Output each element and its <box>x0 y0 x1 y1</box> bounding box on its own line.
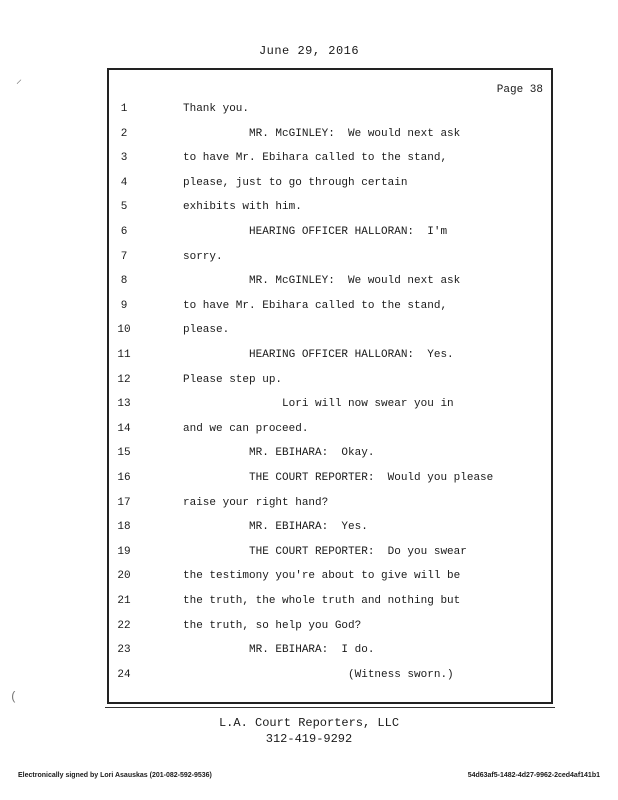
scan-mark-icon: ( <box>10 690 18 704</box>
electronic-signature: Electronically signed by Lori Asauskas (201-082-592-9536) <box>18 772 212 779</box>
line-number: 6 <box>120 226 128 238</box>
line-text: and we can proceed. <box>183 423 309 435</box>
line-number: 22 <box>117 620 131 632</box>
line-number: 7 <box>120 251 128 263</box>
line-number: 23 <box>117 644 131 656</box>
line-text: THE COURT REPORTER: Would you please <box>183 472 494 484</box>
line-number: 12 <box>117 374 131 386</box>
line-text: the truth, so help you God? <box>183 620 362 632</box>
line-text: please. <box>183 324 230 336</box>
court-reporter-company: L.A. Court Reporters, LLC <box>218 716 400 730</box>
line-text: MR. EBIHARA: Yes. <box>183 521 368 533</box>
line-text: (Witness sworn.) <box>183 669 454 681</box>
line-text: the truth, the whole truth and nothing but <box>183 595 461 607</box>
line-text: HEARING OFFICER HALLORAN: Yes. <box>183 349 454 361</box>
line-text: exhibits with him. <box>183 201 302 213</box>
court-reporter-phone: 312-419-9292 <box>265 732 353 746</box>
line-number: 13 <box>117 398 131 410</box>
line-number: 10 <box>117 324 131 336</box>
line-number: 5 <box>120 201 128 213</box>
line-number: 15 <box>117 447 131 459</box>
line-text: MR. EBIHARA: Okay. <box>183 447 375 459</box>
line-text: HEARING OFFICER HALLORAN: I'm <box>183 226 448 238</box>
line-text: the testimony you're about to give will be <box>183 570 461 582</box>
line-text: raise your right hand? <box>183 497 329 509</box>
line-text: to have Mr. Ebihara called to the stand, <box>183 152 448 164</box>
transcript-date: June 29, 2016 <box>258 44 360 58</box>
frame-divider <box>105 707 555 708</box>
line-text: Thank you. <box>183 103 250 115</box>
line-number: 4 <box>120 177 128 189</box>
line-number: 20 <box>117 570 131 582</box>
line-text: THE COURT REPORTER: Do you swear <box>183 546 467 558</box>
line-number: 3 <box>120 152 128 164</box>
line-text: MR. McGINLEY: We would next ask <box>183 275 461 287</box>
line-text: to have Mr. Ebihara called to the stand, <box>183 300 448 312</box>
line-number: 11 <box>117 349 131 361</box>
line-number: 21 <box>117 595 131 607</box>
line-number: 19 <box>117 546 131 558</box>
line-number: 16 <box>117 472 131 484</box>
line-text: please, just to go through certain <box>183 177 408 189</box>
line-number: 17 <box>117 497 131 509</box>
document-id: 54d63af5-1482-4d27-9962-2ced4af141b1 <box>467 772 600 779</box>
line-number: 8 <box>120 275 128 287</box>
line-number: 24 <box>117 669 131 681</box>
scan-mark-icon: ⸝ <box>16 73 23 87</box>
line-text: Please step up. <box>183 374 283 386</box>
line-text: MR. EBIHARA: I do. <box>183 644 375 656</box>
line-number: 18 <box>117 521 131 533</box>
line-number: 2 <box>120 128 128 140</box>
line-text: sorry. <box>183 251 223 263</box>
line-text: MR. McGINLEY: We would next ask <box>183 128 461 140</box>
page-number: Page 38 <box>496 84 543 96</box>
line-number: 9 <box>120 300 128 312</box>
line-number: 1 <box>120 103 128 115</box>
line-number: 14 <box>117 423 131 435</box>
line-text: Lori will now swear you in <box>183 398 454 410</box>
